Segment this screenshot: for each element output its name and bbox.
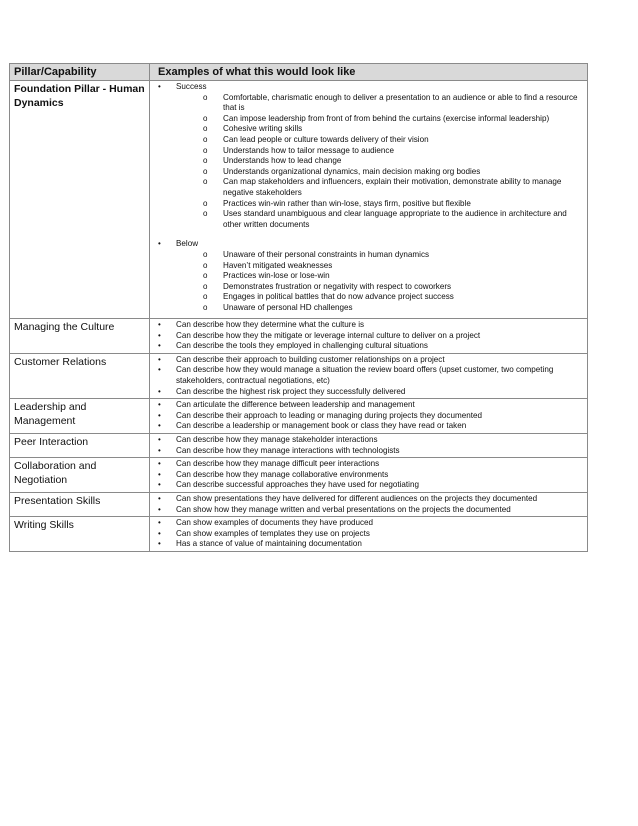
circle-bullet-icon: o — [203, 249, 208, 259]
list-item — [156, 459, 585, 470]
sub-item-text: Understands how to lead change — [223, 156, 342, 166]
item-text: Can describe their approach to building customer relationships on a project — [176, 354, 445, 364]
item-text: Can describe a leadership or management book or class they have read or taken — [176, 421, 467, 431]
bullet-icon: • — [158, 493, 161, 503]
examples-cell — [150, 433, 588, 457]
sub-list-item — [203, 261, 585, 272]
bullet-icon: • — [158, 504, 161, 514]
sub-item-text: Haven’t mitigated weaknesses — [223, 260, 333, 270]
circle-bullet-icon: o — [203, 113, 208, 123]
item-text: Can show examples of templates they use on projects — [176, 528, 370, 538]
example-list — [156, 400, 585, 432]
item-text: Can describe the tools they employed in challenging cultural situations — [176, 341, 428, 351]
table-row — [10, 399, 588, 434]
table-row — [10, 492, 588, 516]
success-label: Success — [176, 82, 207, 91]
sub-item-text: Comfortable, charismatic enough to deliver a presentation to an audience or able to find a resource that is — [223, 92, 578, 113]
bullet-icon: • — [158, 239, 161, 249]
example-list — [156, 494, 585, 515]
sub-item-text: Understands how to tailor message to audience — [223, 145, 394, 155]
bullet-icon: • — [158, 480, 161, 490]
table-row — [10, 433, 588, 457]
circle-bullet-icon: o — [203, 198, 208, 208]
sub-list-item — [203, 93, 585, 114]
sub-list-item — [203, 177, 585, 198]
bullet-icon: • — [158, 421, 161, 431]
circle-bullet-icon: o — [203, 145, 208, 155]
sub-item-text: Can map stakeholders and influencers, explain their motivation, demonstrate ability to manage negative stakeholders — [223, 177, 562, 197]
bullet-icon: • — [158, 539, 161, 549]
sub-list-item — [203, 250, 585, 261]
example-list — [156, 459, 585, 491]
item-text: Can describe the highest risk project they successfully delivered — [176, 386, 406, 396]
sub-list-item — [203, 199, 585, 210]
list-item — [156, 446, 585, 457]
examples-cell — [150, 353, 588, 398]
bullet-icon: • — [158, 82, 161, 91]
circle-bullet-icon: o — [203, 177, 208, 187]
below-sublist — [176, 250, 585, 314]
pillar-cell: Managing the Culture — [10, 319, 150, 354]
examples-cell — [150, 81, 588, 319]
item-text: Can articulate the difference between leadership and management — [176, 400, 415, 410]
document-page — [9, 63, 587, 552]
bullet-icon: • — [158, 320, 161, 329]
sub-list-item — [203, 114, 585, 125]
item-text: Can describe how they manage difficult peer interactions — [176, 459, 380, 469]
sub-list-item — [203, 135, 585, 146]
list-item — [156, 470, 585, 481]
bullet-icon: • — [158, 469, 161, 479]
circle-bullet-icon: o — [203, 302, 208, 312]
column-header-pillar: Pillar/Capability — [10, 64, 150, 81]
sub-item-text: Demonstrates frustration or negativity with respect to coworkers — [223, 281, 452, 291]
list-item — [156, 355, 585, 366]
sub-item-text: Uses standard unambiguous and clear language appropriate to the audience in architecture and other written documents — [223, 209, 567, 229]
item-text: Can describe how they the mitigate or leverage internal culture to deliver on a project — [176, 330, 481, 340]
list-item — [156, 505, 585, 516]
table-row — [10, 319, 588, 354]
list-item — [156, 320, 585, 331]
list-item — [156, 239, 585, 313]
sub-item-text: Practices win-lose or lose-win — [223, 271, 330, 281]
bullet-icon: • — [158, 341, 161, 351]
sub-item-text: Can impose leadership from front of from behind the curtains (exercise informal leadership) — [223, 113, 550, 123]
example-list — [156, 355, 585, 397]
table-row — [10, 517, 588, 552]
sub-list-item — [203, 209, 585, 230]
sub-list-item — [203, 124, 585, 135]
column-header-examples: Examples of what this would look like — [150, 64, 588, 81]
table-row — [10, 81, 588, 319]
circle-bullet-icon: o — [203, 209, 208, 219]
table-row — [10, 353, 588, 398]
sub-list-item — [203, 303, 585, 314]
sub-list-item — [203, 167, 585, 178]
sub-item-text: Can lead people or culture towards delivery of their vision — [223, 134, 429, 144]
sub-list-item — [203, 156, 585, 167]
item-text: Can describe successful approaches they have used for negotiating — [176, 480, 419, 490]
circle-bullet-icon: o — [203, 156, 208, 166]
bullet-icon: • — [158, 445, 161, 455]
list-item — [156, 82, 585, 239]
sub-list-item — [203, 292, 585, 303]
pillar-cell: Customer Relations — [10, 353, 150, 398]
sub-item-text: Understands organizational dynamics, main decision making org bodies — [223, 166, 481, 176]
below-label: Below — [176, 239, 199, 249]
list-item — [156, 341, 585, 352]
success-sublist — [176, 93, 585, 231]
item-text: Can describe their approach to leading or managing during projects they documented — [176, 410, 482, 420]
bullet-icon: • — [158, 365, 161, 375]
examples-cell — [150, 517, 588, 552]
bullet-icon: • — [158, 410, 161, 420]
item-text: Can show how they manage written and verbal presentations on the projects the documented — [176, 504, 511, 514]
circle-bullet-icon: o — [203, 166, 208, 176]
bullet-icon: • — [158, 400, 161, 410]
examples-cell — [150, 492, 588, 516]
pillar-cell: Foundation Pillar - Human Dynamics — [10, 81, 150, 319]
list-item — [156, 411, 585, 422]
circle-bullet-icon: o — [203, 260, 208, 270]
list-item — [156, 387, 585, 398]
pillar-cell: Peer Interaction — [10, 433, 150, 457]
example-list — [156, 435, 585, 456]
item-text: Has a stance of value of maintaining documentation — [176, 539, 362, 549]
circle-bullet-icon: o — [203, 92, 208, 102]
item-text: Can describe how they manage interactions with technologists — [176, 445, 400, 455]
example-list — [156, 518, 585, 550]
list-item — [156, 400, 585, 411]
list-item — [156, 365, 585, 386]
item-text: Can describe how they determine what the culture is — [176, 320, 365, 329]
pillar-cell: Presentation Skills — [10, 492, 150, 516]
table-header-row — [10, 64, 588, 81]
bullet-icon: • — [158, 434, 161, 444]
sub-item-text: Practices win-win rather than win-lose, stays firm, positive but flexible — [223, 198, 471, 208]
sub-item-text: Unaware of personal HD challenges — [223, 302, 353, 312]
item-text: Can describe how they manage stakeholder interactions — [176, 434, 378, 444]
examples-cell — [150, 458, 588, 493]
circle-bullet-icon: o — [203, 281, 208, 291]
pillar-cell: Writing Skills — [10, 517, 150, 552]
table-row — [10, 458, 588, 493]
example-list — [156, 82, 585, 313]
bullet-icon: • — [158, 518, 161, 528]
sub-item-text: Cohesive writing skills — [223, 124, 303, 134]
list-item — [156, 421, 585, 432]
list-item — [156, 494, 585, 505]
sub-list-item — [203, 282, 585, 293]
list-item — [156, 539, 585, 550]
bullet-icon: • — [158, 386, 161, 396]
bullet-icon: • — [158, 528, 161, 538]
circle-bullet-icon: o — [203, 134, 208, 144]
bullet-icon: • — [158, 354, 161, 364]
examples-cell — [150, 319, 588, 354]
examples-cell — [150, 399, 588, 434]
sub-list-item — [203, 271, 585, 282]
item-text: Can describe how they manage collaborative environments — [176, 469, 389, 479]
bullet-icon: • — [158, 459, 161, 469]
pillar-cell: Leadership and Management — [10, 399, 150, 434]
sub-list-item — [203, 146, 585, 157]
item-text: Can show examples of documents they have produced — [176, 518, 374, 528]
list-item — [156, 435, 585, 446]
circle-bullet-icon: o — [203, 124, 208, 134]
circle-bullet-icon: o — [203, 271, 208, 281]
sub-item-text: Unaware of their personal constraints in human dynamics — [223, 249, 430, 259]
item-text: Can show presentations they have delivered for different audiences on the projects they documented — [176, 493, 538, 503]
list-item — [156, 518, 585, 529]
sub-item-text: Engages in political battles that do now advance project success — [223, 292, 454, 302]
pillar-cell: Collaboration and Negotiation — [10, 458, 150, 493]
list-item — [156, 529, 585, 540]
bullet-icon: • — [158, 330, 161, 340]
item-text: Can describe how they would manage a situation the review board offers (upset customer, two competing stakeholders, contractual negotiations, etc) — [176, 365, 554, 385]
example-list — [156, 320, 585, 352]
circle-bullet-icon: o — [203, 292, 208, 302]
capability-table — [9, 63, 588, 552]
list-item — [156, 331, 585, 342]
list-item — [156, 480, 585, 491]
